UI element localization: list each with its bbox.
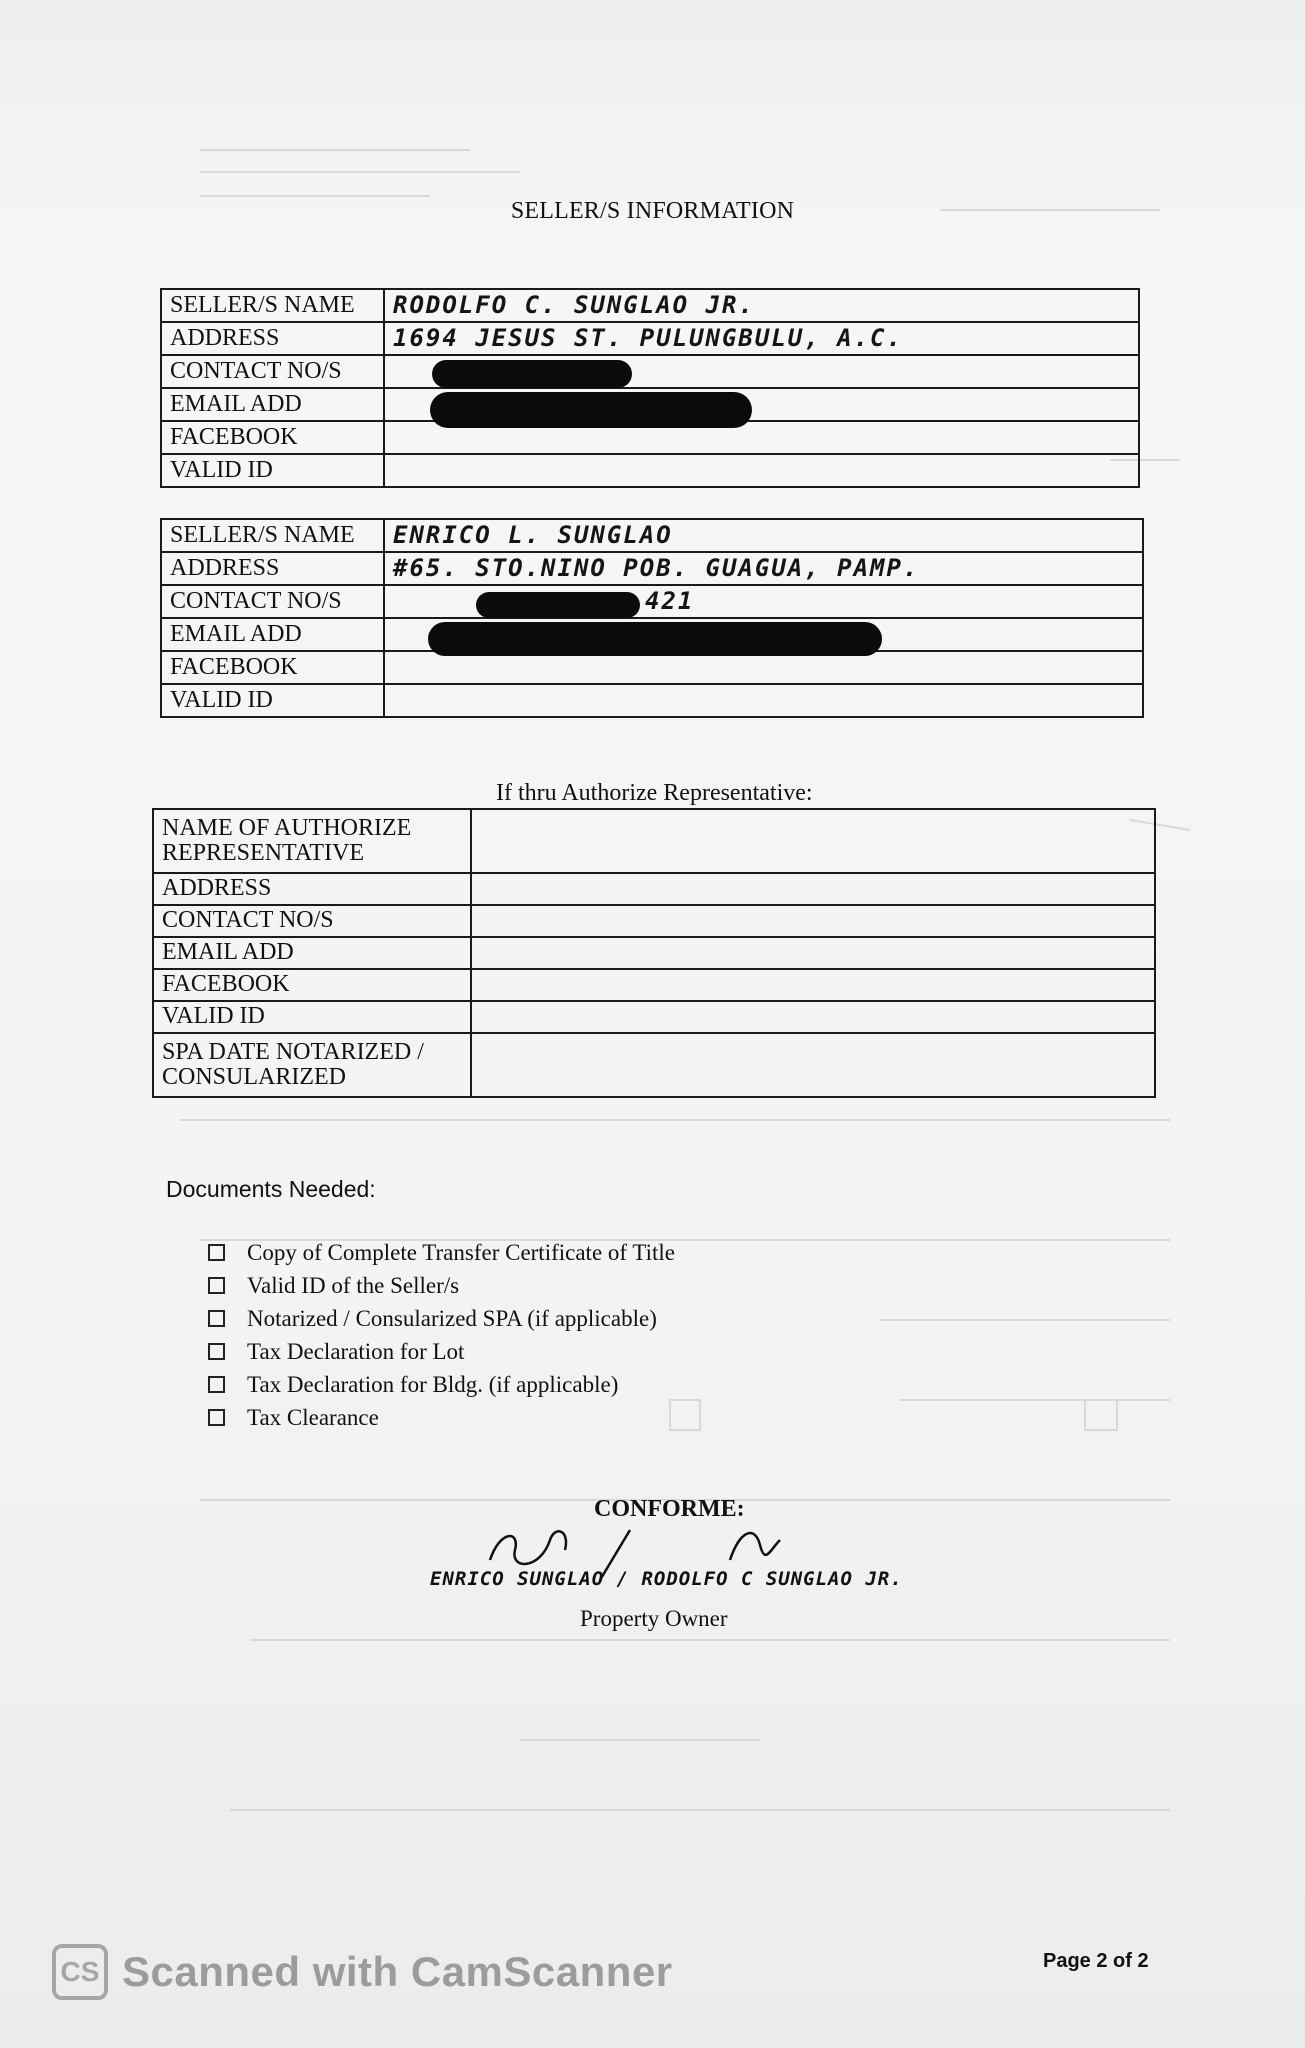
table-row [153, 809, 1155, 873]
contact-value [471, 905, 1155, 937]
list-item [208, 1236, 675, 1269]
document-item-label: Valid ID of the Seller/s [247, 1272, 460, 1298]
table-row [153, 905, 1155, 937]
email-value [471, 937, 1155, 969]
documents-checklist [208, 1236, 675, 1434]
field-label: ADDRESS [161, 552, 384, 585]
seller-name-value: ENRICO L. SUNGLAO [384, 519, 1143, 552]
document-item-label: Notarized / Consularized SPA (if applicable) [247, 1305, 657, 1331]
valid-id-value [384, 454, 1139, 487]
field-label: CONTACT NO/S [161, 355, 384, 388]
contact-value: 421 [384, 585, 1143, 618]
list-item [208, 1335, 675, 1368]
representative-heading: If thru Authorize Representative: [496, 780, 813, 806]
field-label: ADDRESS [161, 322, 384, 355]
table-row [161, 289, 1139, 322]
checkbox[interactable] [208, 1409, 225, 1426]
field-label: EMAIL ADD [161, 618, 384, 651]
spa-date-value [471, 1033, 1155, 1097]
checkbox[interactable] [208, 1343, 225, 1360]
field-label: SELLER/S NAME [161, 289, 384, 322]
document-item-label: Tax Clearance [247, 1404, 379, 1430]
field-label: SPA DATE NOTARIZED / CONSULARIZED [153, 1033, 471, 1097]
redaction-bar [430, 392, 752, 428]
field-label: FACEBOOK [153, 969, 471, 1001]
field-label: FACEBOOK [161, 421, 384, 454]
valid-id-value [471, 1001, 1155, 1033]
table-row [153, 969, 1155, 1001]
document-item-label: Tax Declaration for Bldg. (if applicable) [247, 1371, 619, 1397]
field-label: CONTACT NO/S [153, 905, 471, 937]
page-title: SELLER/S INFORMATION [510, 198, 795, 224]
field-label: NAME OF AUTHORIZE REPRESENTATIVE [153, 809, 471, 873]
camscanner-watermark [52, 1944, 673, 2000]
valid-id-value [384, 684, 1143, 717]
camscanner-logo-icon: CS [52, 1944, 108, 2000]
table-row [161, 552, 1143, 585]
field-label: CONTACT NO/S [161, 585, 384, 618]
checkbox[interactable] [208, 1244, 225, 1261]
table-row [161, 322, 1139, 355]
list-item [208, 1401, 675, 1434]
field-label: VALID ID [161, 454, 384, 487]
representative-table [152, 808, 1156, 1098]
field-label: EMAIL ADD [153, 937, 471, 969]
list-item [208, 1302, 675, 1335]
field-label: SELLER/S NAME [161, 519, 384, 552]
field-label: VALID ID [161, 684, 384, 717]
property-owner-label: Property Owner [580, 1606, 728, 1631]
seller-1-table [160, 288, 1140, 488]
checkbox[interactable] [208, 1310, 225, 1327]
table-row [153, 873, 1155, 905]
field-label: EMAIL ADD [161, 388, 384, 421]
table-row [161, 585, 1143, 618]
seller-2-table [160, 518, 1144, 718]
conforme-heading: CONFORME: [594, 1496, 745, 1522]
field-label: FACEBOOK [161, 651, 384, 684]
checkbox[interactable] [208, 1376, 225, 1393]
document-item-label: Copy of Complete Transfer Certificate of Title [247, 1239, 676, 1265]
page-number: Page 2 of 2 [1043, 1950, 1149, 1972]
address-value [471, 873, 1155, 905]
facebook-value [471, 969, 1155, 1001]
documents-heading: Documents Needed: [166, 1176, 376, 1202]
field-label: VALID ID [153, 1001, 471, 1033]
redaction-bar [476, 592, 640, 618]
list-item [208, 1269, 675, 1302]
checkbox[interactable] [208, 1277, 225, 1294]
table-row [161, 519, 1143, 552]
address-value: #65. STO.NINO POB. GUAGUA, PAMP. [384, 552, 1143, 585]
table-row [153, 1001, 1155, 1033]
table-row [153, 937, 1155, 969]
table-row [153, 1033, 1155, 1097]
field-label: ADDRESS [153, 873, 471, 905]
seller-name-value: RODOLFO C. SUNGLAO JR. [384, 289, 1139, 322]
address-value: 1694 JESUS ST. PULUNGBULU, A.C. [384, 322, 1139, 355]
table-row [161, 454, 1139, 487]
list-item [208, 1368, 675, 1401]
table-row [161, 355, 1139, 388]
table-row [161, 684, 1143, 717]
document-item-label: Tax Declaration for Lot [247, 1338, 465, 1364]
watermark-text: Scanned with CamScanner [122, 1948, 673, 1995]
redaction-bar [432, 360, 632, 388]
signature-names: ENRICO SUNGLAO / RODOLFO C SUNGLAO JR. [430, 1568, 903, 1590]
redaction-bar [428, 622, 882, 656]
representative-name-value [471, 809, 1155, 873]
